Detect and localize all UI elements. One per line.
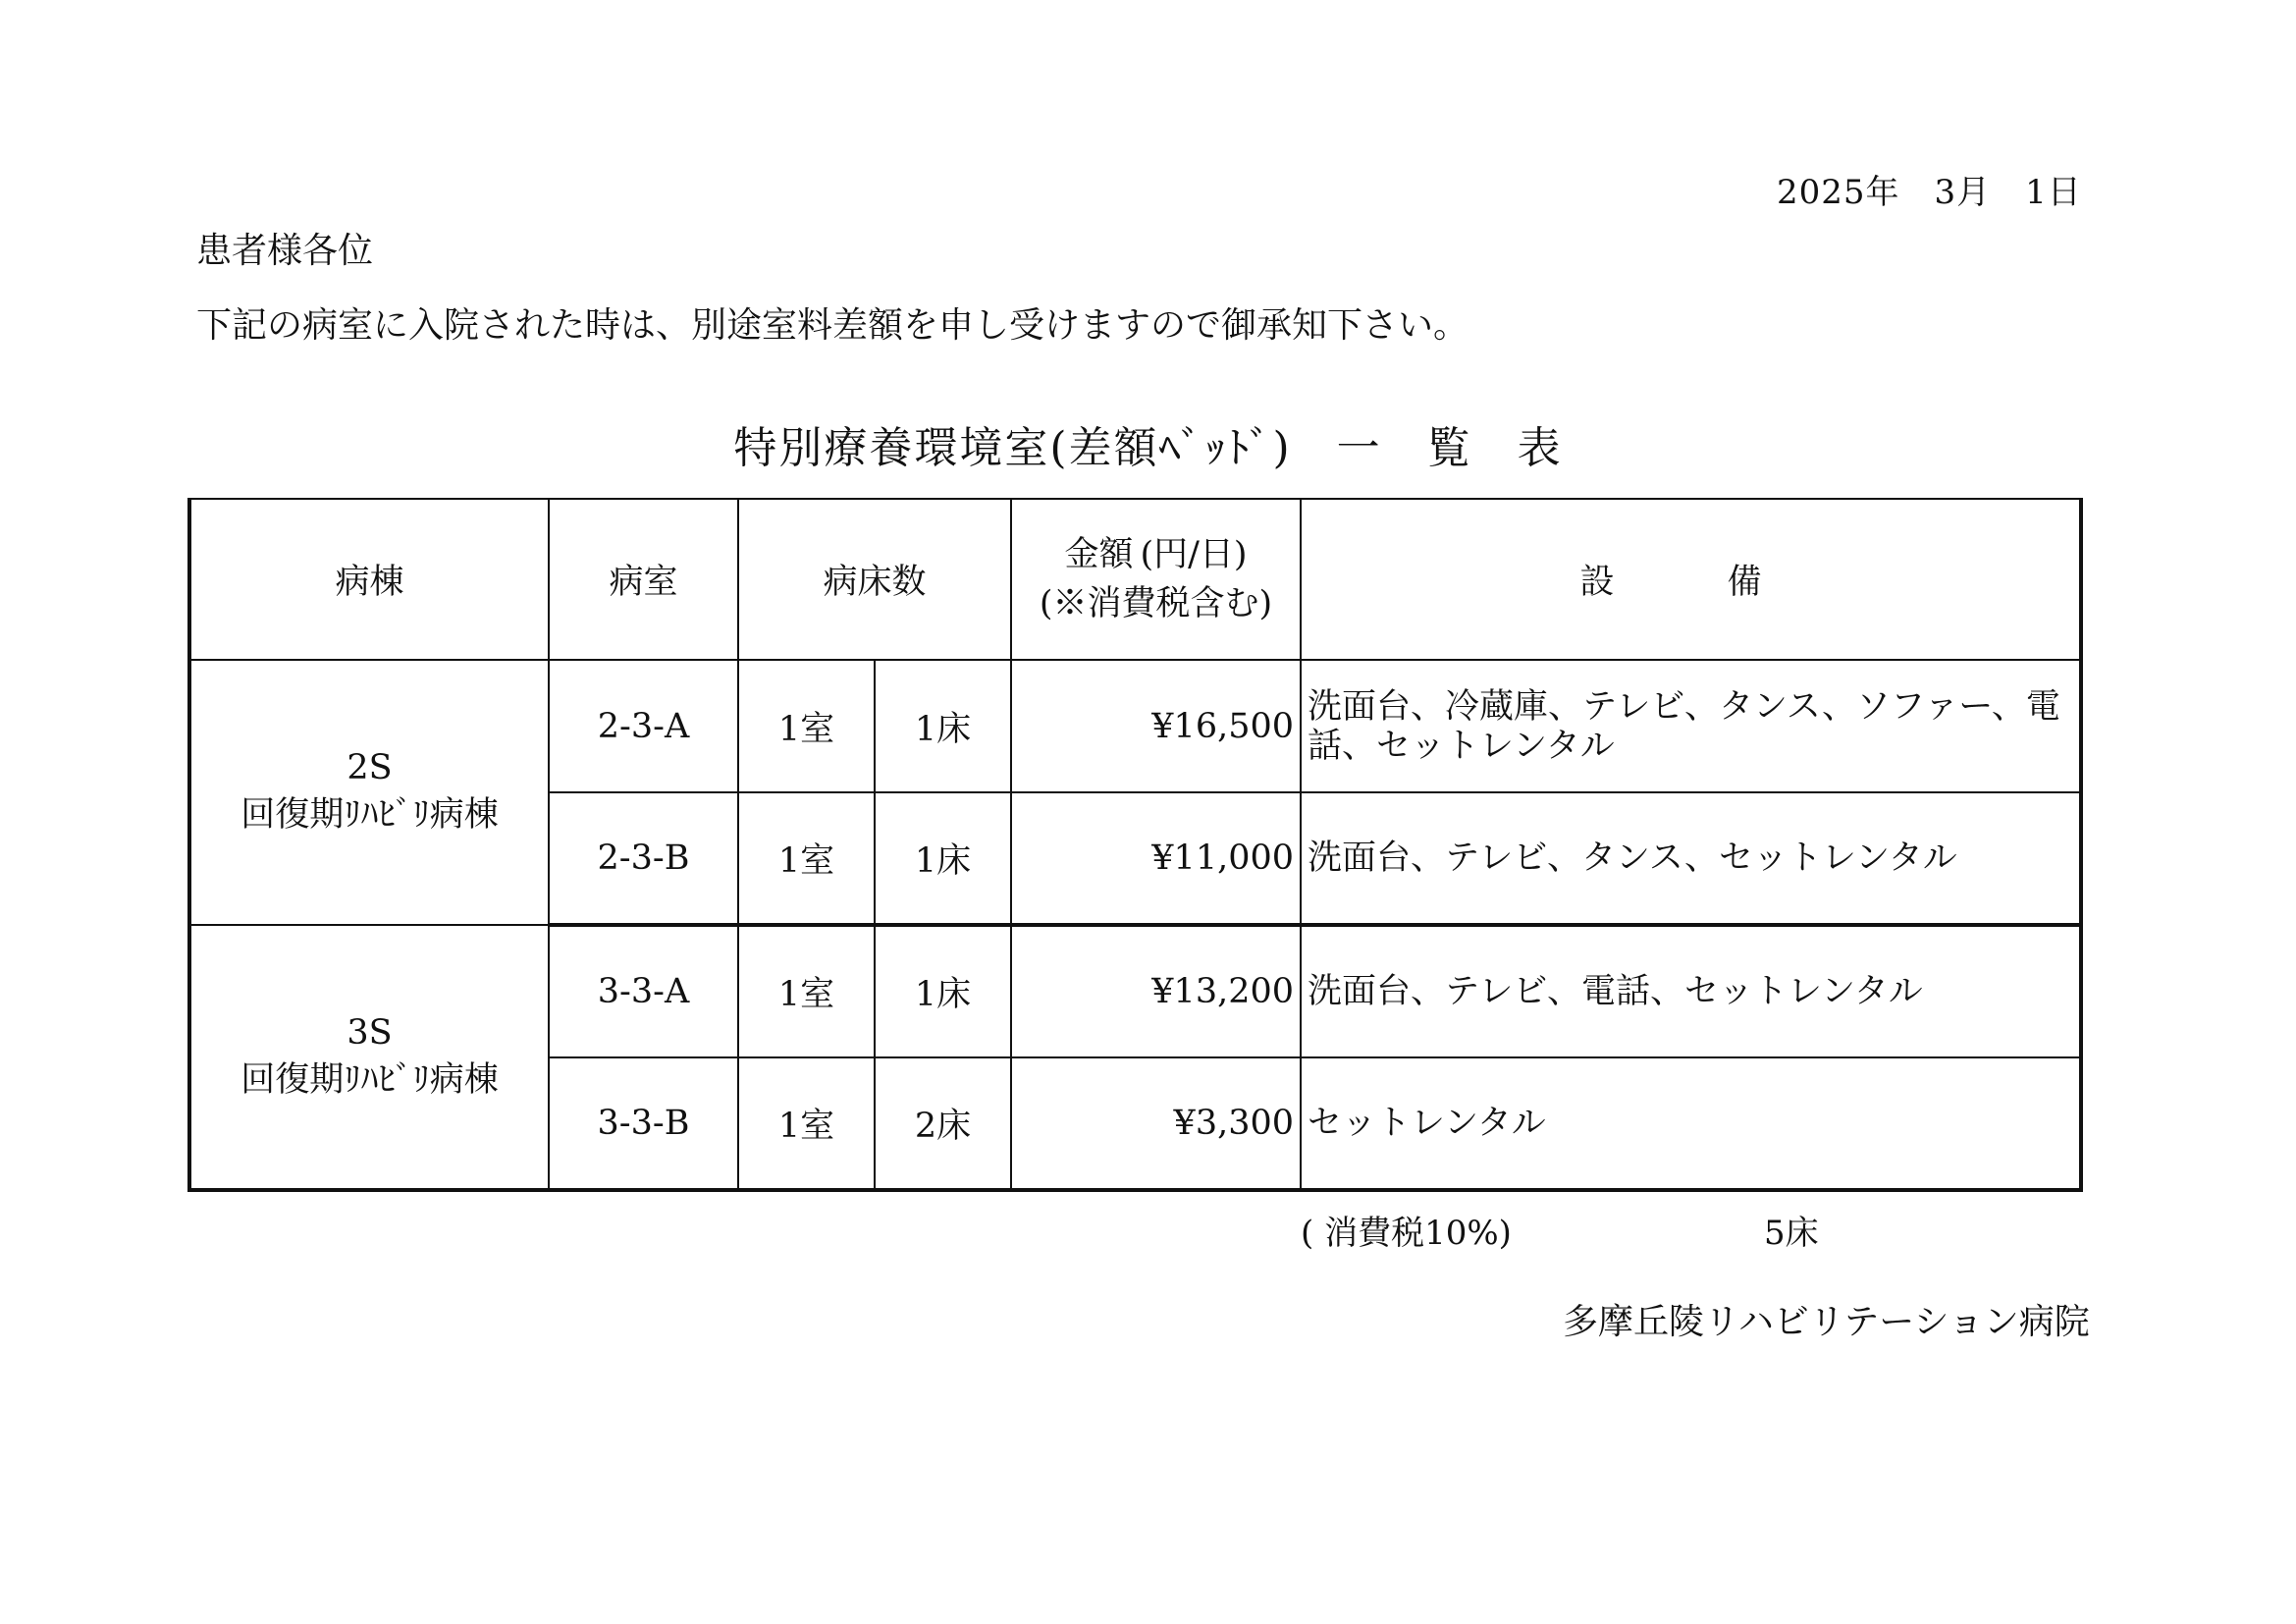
room-cell: 2-3-A	[549, 660, 738, 792]
intro-text: 下記の病室に入院された時は、別途室料差額を申し受けますので御承知下さい。	[196, 305, 1469, 346]
tax-note: ( 消費税10%)	[1301, 1214, 1512, 1253]
price-cell: ¥11,000	[1011, 792, 1301, 925]
total-beds: 5床	[1764, 1214, 1819, 1253]
room-cell: 3-3-A	[549, 925, 738, 1057]
ward-name: 回復期ﾘﾊﾋﾞﾘ病棟	[240, 795, 499, 835]
price-cell: ¥3,300	[1011, 1057, 1301, 1190]
room-fee-table	[187, 498, 2083, 1192]
beds-count-cell: 1床	[875, 925, 1011, 1057]
ward-code: 3S	[347, 1012, 393, 1053]
hospital-name: 多摩丘陵リハビリテーション病院	[1563, 1302, 2090, 1342]
beds-count-cell: 1床	[875, 660, 1011, 792]
price-cell: ¥16,500	[1011, 660, 1301, 792]
header-amount-line1: 金額 (円/日)	[1064, 535, 1248, 574]
table-row	[189, 925, 2081, 1057]
table-header-row	[189, 499, 2081, 660]
header-beds: 病床数	[738, 499, 1011, 660]
ward-cell	[189, 925, 549, 1190]
header-ward: 病棟	[189, 499, 549, 660]
document-date: 2025年 3月 1日	[1777, 173, 2082, 212]
header-amount-line2: (※消費税含む)	[1039, 584, 1273, 623]
rooms-count-cell: 1室	[738, 925, 875, 1057]
equipment-cell: 洗面台、テレビ、電話、セットレンタル	[1301, 925, 2081, 1057]
room-cell: 3-3-B	[549, 1057, 738, 1190]
equipment-cell: 洗面台、テレビ、タンス、セットレンタル	[1301, 792, 2081, 925]
ward-name: 回復期ﾘﾊﾋﾞﾘ病棟	[240, 1059, 499, 1100]
rooms-count-cell: 1室	[738, 792, 875, 925]
header-room: 病室	[549, 499, 738, 660]
beds-count-cell: 2床	[875, 1057, 1011, 1190]
equipment-cell: 洗面台、冷蔵庫、テレビ、タンス、ソファー、電話、セットレンタル	[1301, 660, 2081, 792]
header-amount	[1011, 499, 1301, 660]
table-row	[189, 660, 2081, 792]
room-cell: 2-3-B	[549, 792, 738, 925]
rooms-count-cell: 1室	[738, 660, 875, 792]
beds-count-cell: 1床	[875, 792, 1011, 925]
ward-cell	[189, 660, 549, 925]
addressee: 患者様各位	[196, 231, 374, 271]
price-cell: ¥13,200	[1011, 925, 1301, 1057]
header-equipment: 設 備	[1301, 499, 2081, 660]
ward-code: 2S	[347, 748, 393, 787]
equipment-cell: セットレンタル	[1301, 1057, 2081, 1190]
rooms-count-cell: 1室	[738, 1057, 875, 1190]
document-title: 特別療養環境室(差額ﾍﾞｯﾄﾞ) 一 覧 表	[733, 423, 1563, 473]
